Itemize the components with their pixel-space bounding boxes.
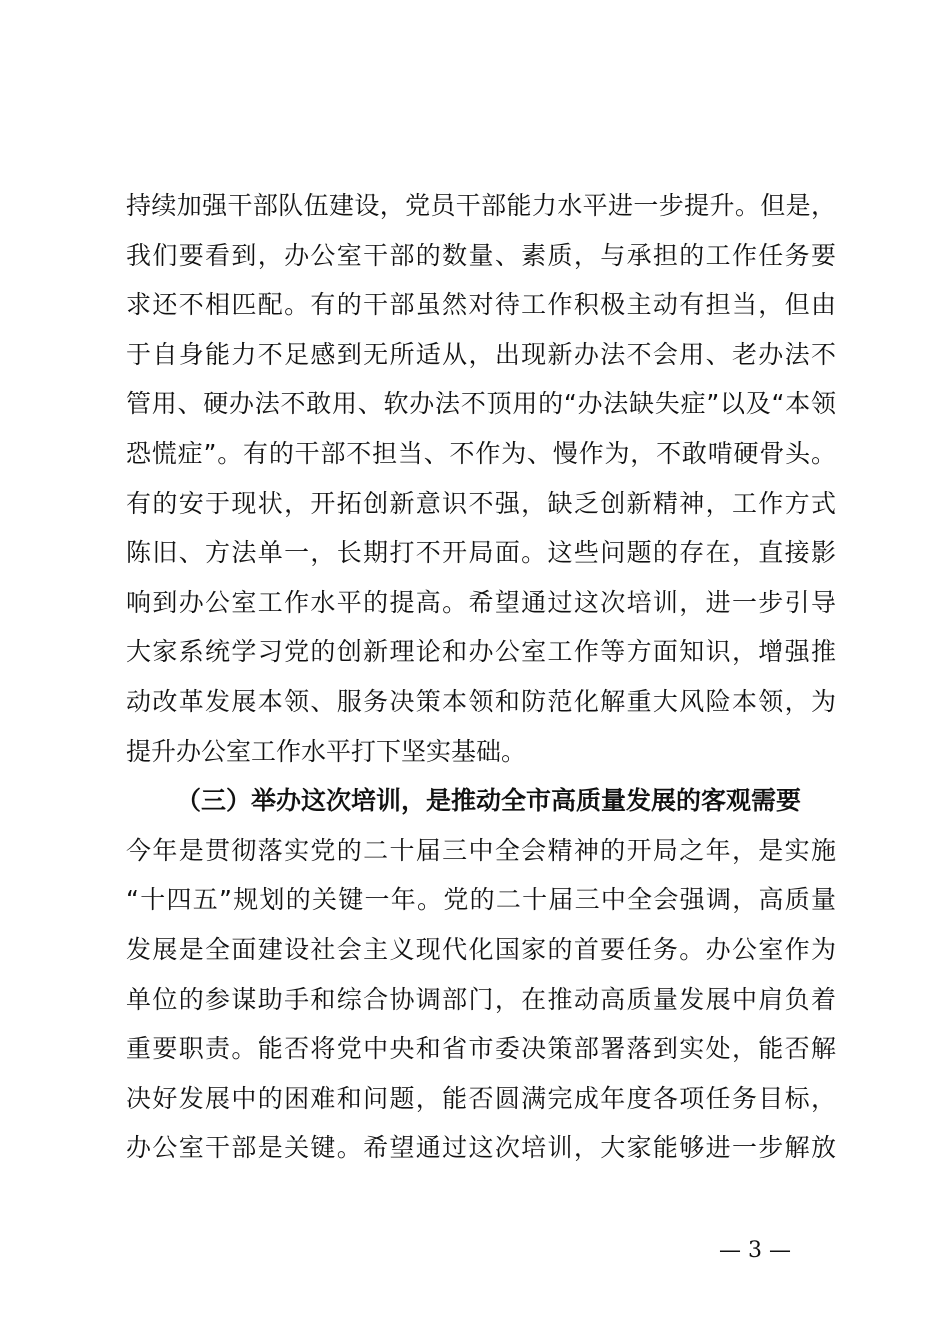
text-line: 管用、硬办法不敢用、软办法不顶用的“办法缺失症”以及“本领	[126, 389, 836, 419]
text-line: 恐慌症”。有的干部不担当、不作为、慢作为，不敢啃硬骨头。	[126, 438, 836, 468]
section-heading: （三）举办这次培训，是推动全市高质量发展的客观需要	[176, 786, 802, 816]
text-line: 动改革发展本领、服务决策本领和防范化解重大风险本领，为	[126, 686, 836, 716]
text-line: 今年是贯彻落实党的二十届三中全会精神的开局之年，是实施	[126, 835, 836, 865]
text-line: 办公室干部是关键。希望通过这次培训，大家能够进一步解放	[126, 1133, 836, 1163]
text-line: 求还不相匹配。有的干部虽然对待工作积极主动有担当，但由	[126, 290, 836, 320]
text-line: “十四五”规划的关键一年。党的二十届三中全会强调，高质量	[126, 885, 836, 915]
text-line: 于自身能力不足感到无所适从，出现新办法不会用、老办法不	[126, 339, 836, 369]
text-line: 提升办公室工作水平打下坚实基础。	[126, 736, 527, 766]
text-line: 发展是全面建设社会主义现代化国家的首要任务。办公室作为	[126, 934, 836, 964]
text-line: 陈旧、方法单一，长期打不开局面。这些问题的存在，直接影	[126, 538, 836, 568]
text-line: 响到办公室工作水平的提高。希望通过这次培训，进一步引导	[126, 587, 836, 617]
text-line: 重要职责。能否将党中央和省市委决策部署落到实处，能否解	[126, 1034, 836, 1064]
text-line: 单位的参谋助手和综合协调部门，在推动高质量发展中肩负着	[126, 984, 836, 1014]
page-number: — 3 —	[719, 1238, 791, 1263]
text-line: 大家系统学习党的创新理论和办公室工作等方面知识，增强推	[126, 637, 836, 667]
text-line: 我们要看到，办公室干部的数量、素质，与承担的工作任务要	[126, 240, 836, 270]
text-line: 持续加强干部队伍建设，党员干部能力水平进一步提升。但是，	[126, 191, 836, 220]
text-line: 有的安于现状，开拓创新意识不强，缺乏创新精神，工作方式	[126, 488, 836, 518]
text-line: 决好发展中的困难和问题，能否圆满完成年度各项任务目标，	[126, 1083, 836, 1113]
body-text	[126, 181, 836, 1173]
